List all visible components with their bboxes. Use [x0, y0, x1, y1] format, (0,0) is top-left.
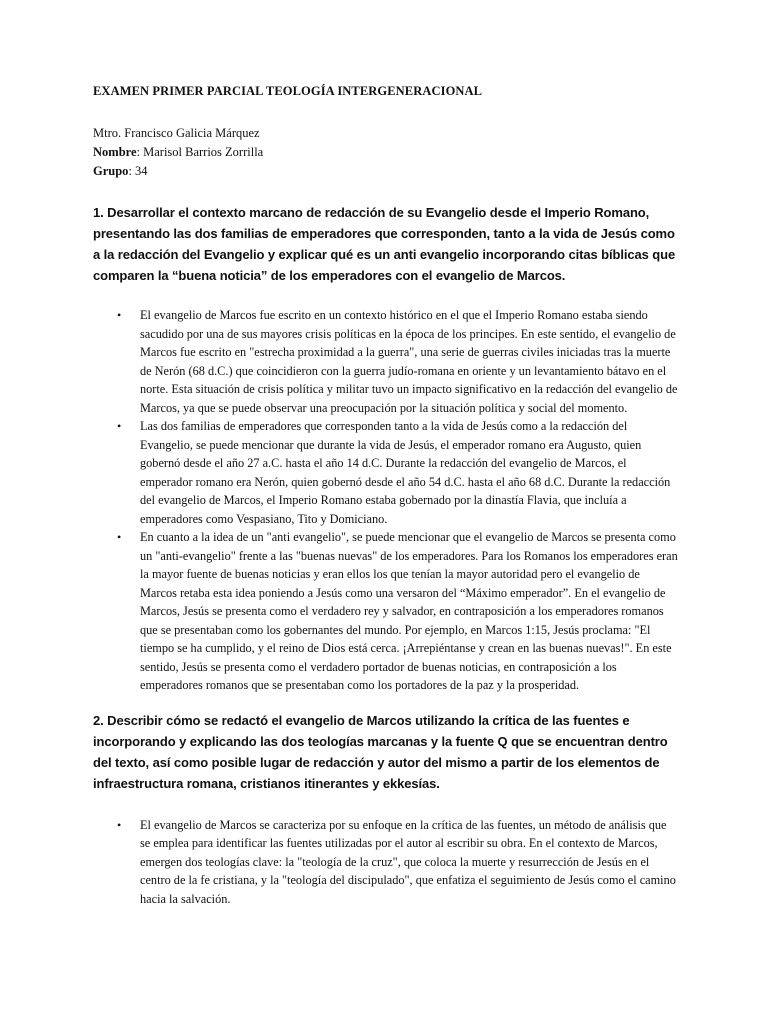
- teacher-name: Mtro. Francisco Galicia Márquez: [93, 126, 260, 140]
- exam-title: EXAMEN PRIMER PARCIAL TEOLOGÍA INTERGENERACIONAL: [93, 84, 483, 98]
- list-item-text: Las dos familias de emperadores que corresponden tanto a la vida de Jesús como a la redacción del Evangelio, se puede mencionar que durante la vida de Jesús, el emperador romano era Augusto, quien gobernó desde el año 27 a.C. hasta el año 14 d.C. Durante la redacción del evangelio de Marcos, el emperador romano era Nerón, quien gobernó desde el año 54 d.C. hasta el año 68 d.C. Durante la redacción del evangelio de Marcos, el Imperio Romano estaba gobernado por la dinastía Flavia, que incluía a emperadores como Vespasiano, Tito y Domiciano.: [140, 419, 671, 526]
- list-item: [93, 306, 679, 417]
- bullet-icon: •: [117, 817, 122, 832]
- group-line: [93, 162, 679, 181]
- list-item: [93, 816, 679, 909]
- group-label: Grupo: [93, 164, 129, 178]
- student-info: [93, 124, 679, 181]
- list-item-text: El evangelio de Marcos fue escrito en un contexto histórico en el que el Imperio Romano estaba siendo sacudido por una de sus mayores crisis políticas en la época de los principes. En este sentido, el evangelio de Marcos fue escrito en "estrecha proximidad a la guerra", una serie de guerras civiles iniciadas tras la muerte de Nerón (68 d.C.) que coincidieron con la guerra judío-romana en oriente y un levantamiento bátavo en el norte. Esta situación de crisis política y militar tuvo un impacto significativo en la redacción del evangelio de Marcos, ya que se puede observar una preocupación por la situación política y social del momento.: [140, 308, 678, 415]
- name-label: Nombre: [93, 145, 137, 159]
- list-item-text: El evangelio de Marcos se caracteriza por su enfoque en la crítica de las fuentes, un método de análisis que se emplea para identificar las fuentes utilizadas por el autor al escribir su obra. En el contexto de Marcos, emergen dos teologías clave: la "teología de la cruz", que coloca la muerte y resurrección de Jesús en el centro de la fe cristiana, y la "teología del discipulado", que enfatiza el seguimiento de Jesús como el camino hacia la salvación.: [140, 817, 676, 906]
- bullet-icon: •: [117, 308, 122, 322]
- student-name-line: [93, 143, 679, 162]
- answer-list-1: [93, 306, 679, 695]
- list-item-text: En cuanto a la idea de un "anti evangelio", se puede mencionar que el evangelio de Marcos se presenta como un "anti-evangelio" frente a las "buenas nuevas" de los emperadores. Para los Romanos los emperadores eran la mayor fuente de buenas noticias y eran ellos los que tenían la mayor autoridad pero el evangelio de Marcos retaba esta idea poniendo a Jesús como una versaron del “Máximo emperador”. En el evangelio de Marcos, Jesús se presenta como el verdadero rey y salvador, en contraposición a los emperadores romanos que se presentaban como los gobernantes del mundo. Por ejemplo, en Marcos 1:15, Jesús proclama: "El tiempo se ha cumplido, y el reino de Dios está cerca. ¡Arrepiéntanse y crean en las buenas nuevas!". En este sentido, Jesús se presenta como el verdadero portador de buenas noticias, en contraposición a los emperadores romanos que se presentaban como los portadores de la paz y la prosperidad.: [140, 530, 678, 692]
- group-value: : 34: [128, 164, 148, 178]
- bullet-icon: •: [117, 419, 122, 433]
- list-item: [93, 528, 679, 695]
- bullet-icon: •: [117, 530, 122, 544]
- name-value: : Marisol Barrios Zorrilla: [136, 145, 264, 159]
- list-item: [93, 417, 679, 528]
- answer-list-2: [93, 816, 679, 909]
- question-2: 2. Describir cómo se redactó el evangelio de Marcos utilizando la crítica de las fuentes e incorporando y explicando las dos teologías marcanas y la fuente Q que se encuentran dentro del texto, así como posible lugar de redacción y autor del mismo a partir de los elementos de infraestructura romana, cristianos itinerantes y ekkesías.: [93, 712, 668, 791]
- question-1: 1. Desarrollar el contexto marcano de redacción de su Evangelio desde el Imperio Romano, presentando las dos familias de emperadores que corresponden, tanto a la vida de Jesús como a la redacción del Evangelio y explicar qué es un anti evangelio incorporando citas bíblicas que comparen la “buena noticia” de los emperadores con el evangelio de Marcos.: [93, 205, 676, 283]
- document-page: [93, 84, 679, 908]
